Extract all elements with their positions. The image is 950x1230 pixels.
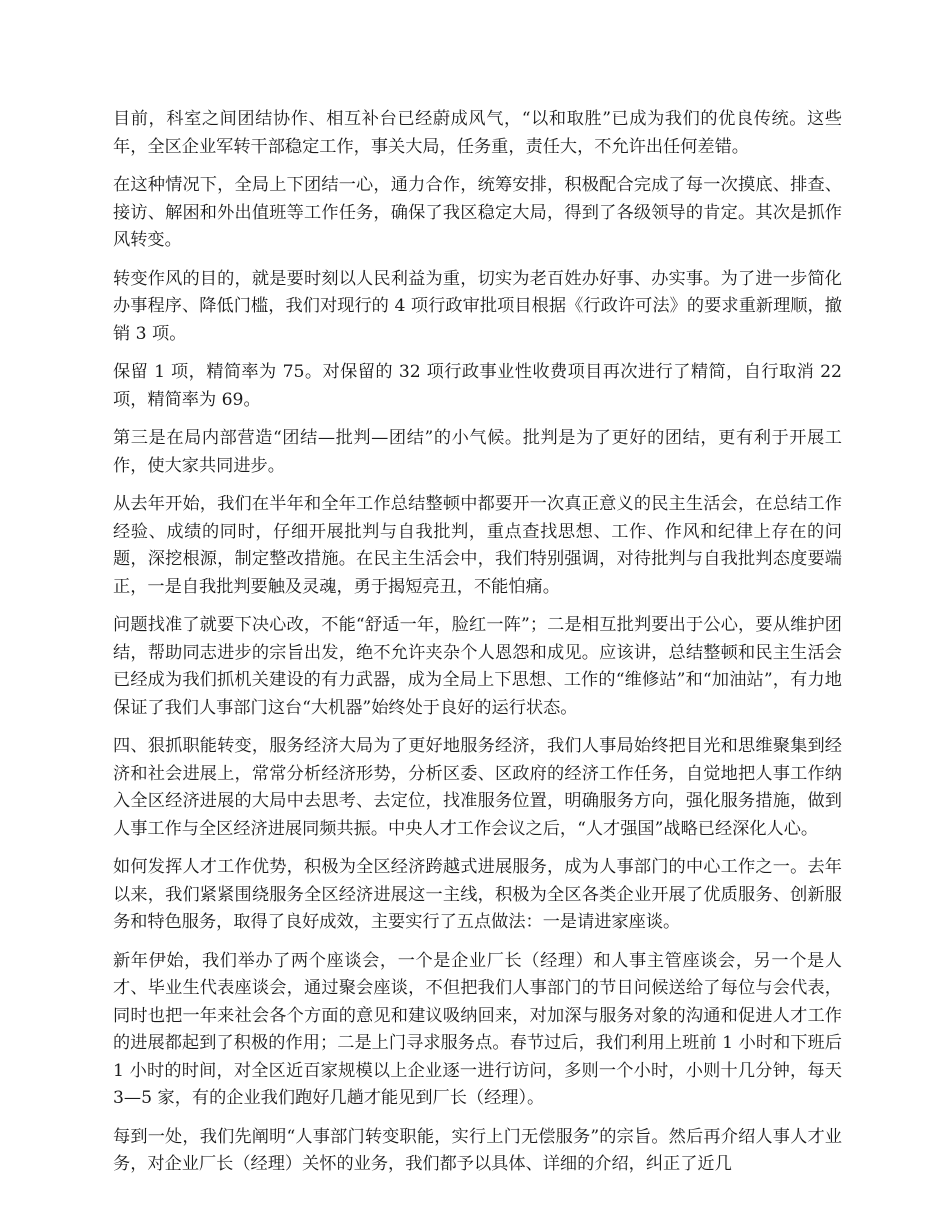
paragraph-10: 新年伊始，我们举办了两个座谈会，一个是企业厂长（经理）和人事主管座谈会，另一个是人才、毕业生代表座谈会，通过聚会座谈，不但把我们人事部门的节日问候送给了每位与会代表，同时也把一年来社会各个方面的意见和建议吸纳回来，对加深与服务对象的沟通和促进人才工作的进展都起到了积极的作用；二是上门寻求服务点。春节过后，我们利用上班前 1 小时和下班后 1 小时的时间，对全区近百家规模以上企业逐一进行访问，多则一个小时，小则十几分钟，每天 3—5 家，有的企业我们跑好几趟才能见到厂长（经理）。 [113, 950, 842, 1108]
paragraph-7: 问题找准了就要下决心改，不能“舒适一年，脸红一阵”；二是相互批判要出于公心，要从维护团结，帮助同志进步的宗旨出发，绝不允许夹杂个人恩怨和成见。应该讲，总结整顿和民主生活会已经成为我们抓机关建设的有力武器，成为全局上下思想、工作的“维修站”和“加油站”，有力地保证了我们人事部门这台“大机器”始终处于良好的运行状态。 [113, 615, 842, 718]
paragraph-4: 保留 1 项，精简率为 75。对保留的 32 项行政事业性收费项目再次进行了精简，自行取消 22 项，精简率为 69。 [113, 362, 842, 410]
document-body [113, 106, 842, 1190]
paragraph-8: 四、狠抓职能转变，服务经济大局为了更好地服务经济，我们人事局始终把目光和思维聚集到经济和社会进展上，常常分析经济形势，分析区委、区政府的经济工作任务，自觉地把人事工作纳入全区经济进展的大局中去思考、去定位，找准服务位置，明确服务方向，强化服务措施，做到人事工作与全区经济进展同频共振。中央人才工作会议之后，“人才强国”战略已经深化人心。 [113, 736, 842, 839]
paragraph-2: 在这种情况下，全局上下团结一心，通力合作，统筹安排，积极配合完成了每一次摸底、排查、接访、解困和外出值班等工作任务，确保了我区稳定大局，得到了各级领导的肯定。其次是抓作风转变。 [113, 175, 842, 250]
paragraph-1: 目前，科室之间团结协作、相互补台已经蔚成风气，“以和取胜”已成为我们的优良传统。这些年，全区企业军转干部稳定工作，事关大局，任务重，责任大，不允许出任何差错。 [113, 109, 842, 157]
paragraph-9: 如何发挥人才工作优势，积极为全区经济跨越式进展服务，成为人事部门的中心工作之一。去年以来，我们紧紧围绕服务全区经济进展这一主线，积极为全区各类企业开展了优质服务、创新服务和特色服务，取得了良好成效，主要实行了五点做法：一是请进家座谈。 [113, 857, 842, 932]
paragraph-11: 每到一处，我们先阐明“人事部门转变职能，实行上门无偿服务”的宗旨。然后再介绍人事人才业务，对企业厂长（经理）关怀的业务，我们都予以具体、详细的介绍，纠正了近几 [113, 1126, 842, 1174]
paragraph-5: 第三是在局内部营造“团结—批判—团结”的小气候。批判是为了更好的团结，更有利于开展工作，使大家共同进步。 [113, 428, 842, 476]
paragraph-3: 转变作风的目的，就是要时刻以人民利益为重，切实为老百姓办好事、办实事。为了进一步简化办事程序、降低门槛，我们对现行的 4 项行政审批项目根据《行政许可法》的要求重新理顺，撤销 3 项。 [113, 268, 842, 344]
paragraph-6: 从去年开始，我们在半年和全年工作总结整顿中都要开一次真正意义的民主生活会，在总结工作经验、成绩的同时，仔细开展批判与自我批判，重点查找思想、工作、作风和纪律上存在的问题，深挖根源，制定整改措施。在民主生活会中，我们特别强调，对待批判与自我批判态度要端正，一是自我批判要触及灵魂，勇于揭短亮丑，不能怕痛。 [113, 494, 842, 597]
